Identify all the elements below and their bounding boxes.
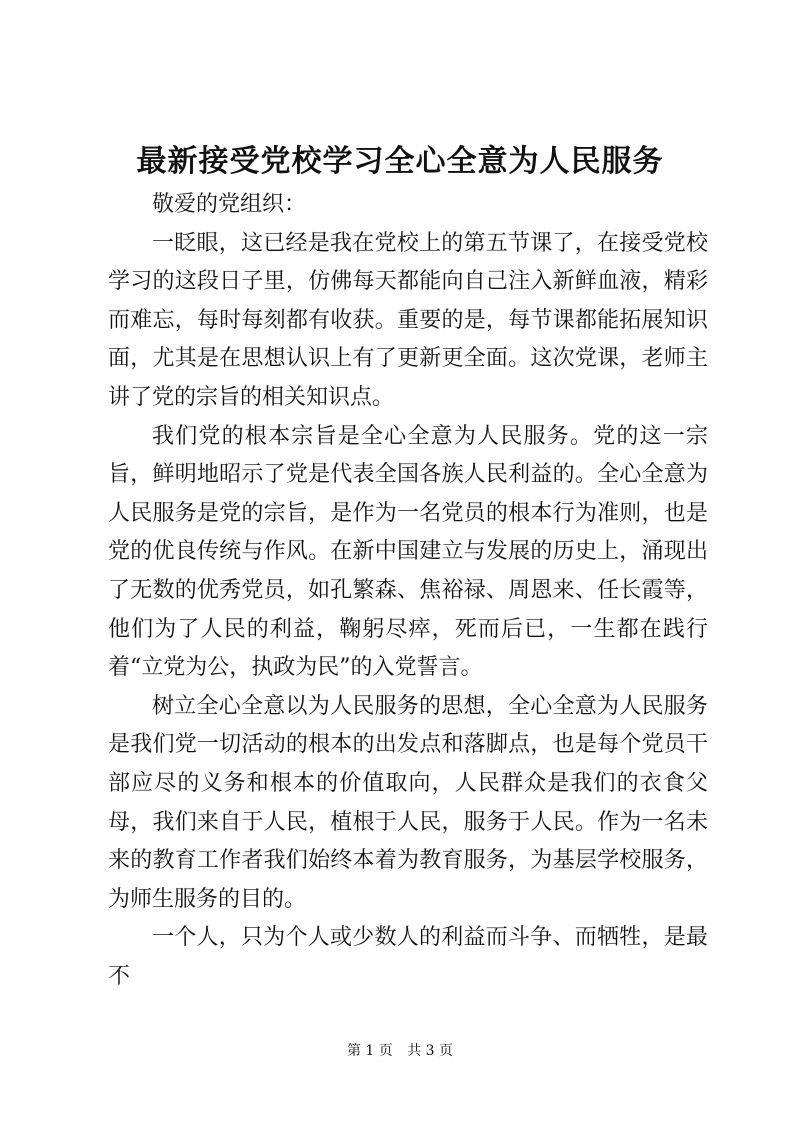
salutation: 敬爱的党组织： xyxy=(152,192,307,217)
paragraph-2: 我们党的根本宗旨是全心全意为人民服务。党的这一宗旨，鲜明地昭示了党是代表全国各族人民利益的。全心全意为人民服务是党的宗旨，是作为一名党员的根本行为准则，也是党的优良传统与作风。在新中国建立与发展的历史上，涌现出了无数的优秀党员，如孔繁森、焦裕禄、周恩来、任长霞等，他们为了人民的利益，鞠躬尽瘁，死而后已，一生都在践行着“立党为公，执政为民”的入党誓言。 xyxy=(108,423,708,681)
document-title: 最新接受党校学习全心全意为人民服务 xyxy=(136,144,664,179)
paragraph-4: 一个人，只为个人或少数人的利益而斗争、而牺牲，是最不 xyxy=(108,925,708,989)
page-footer xyxy=(0,1041,800,1061)
document-body xyxy=(108,186,708,996)
page-total: 共 3 页 xyxy=(407,1043,454,1059)
page-number: 第 1 页 xyxy=(346,1043,393,1059)
paragraph-3: 树立全心全意以为人民服务的思想，全心全意为人民服务是我们党一切活动的根本的出发点和落脚点，也是每个党员干部应尽的义务和根本的价值取向，人民群众是我们的衣食父母，我们来自于人民，植根于人民，服务于人民。作为一名未来的教育工作者我们始终本着为教育服务，为基层学校服务，为师生服务的目的。 xyxy=(108,693,708,912)
paragraph-1: 一眨眼，这已经是我在党校上的第五节课了，在接受党校学习的这段日子里，仿佛每天都能向自己注入新鲜血液，精彩而难忘，每时每刻都有收获。重要的是，每节课都能拓展知识面，尤其是在思想认识上有了更新更全面。这次党课，老师主讲了党的宗旨的相关知识点。 xyxy=(108,230,708,410)
